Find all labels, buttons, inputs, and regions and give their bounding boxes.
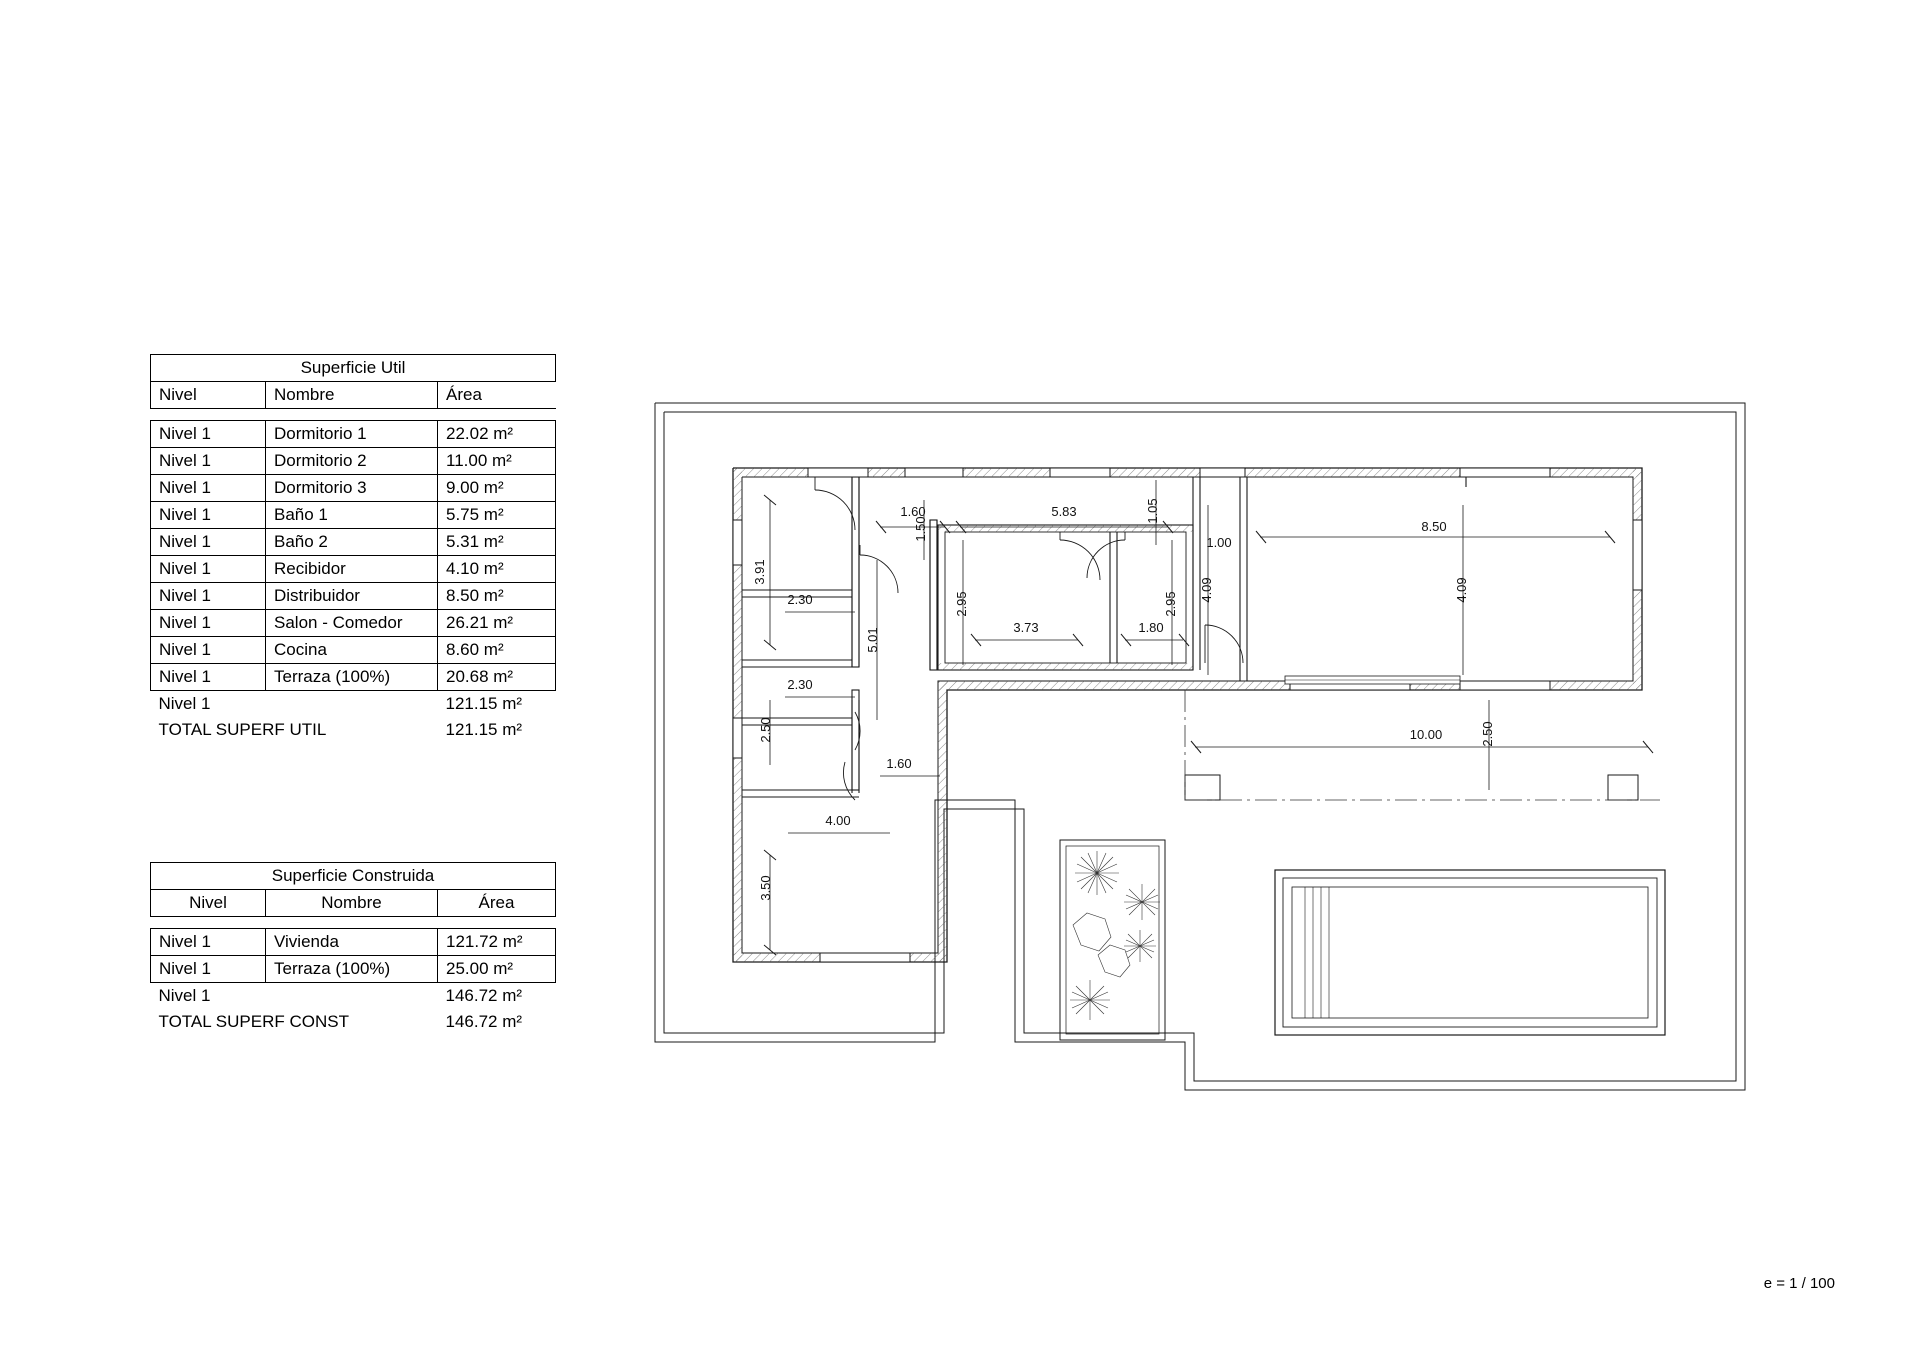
subtotal-blank <box>266 983 438 1010</box>
dimension-label: 1.60 <box>886 756 912 771</box>
cell-area: 5.31 m² <box>438 529 556 556</box>
superficie-construida-table-block <box>150 862 556 1035</box>
house-outer-wall <box>733 468 1642 962</box>
total-row <box>151 717 556 743</box>
table-row <box>151 421 556 448</box>
dimension-label: 2.95 <box>954 591 969 617</box>
windows <box>733 468 1642 962</box>
dimension-label: 1.50 <box>913 516 928 542</box>
axis-lines <box>1185 690 1660 800</box>
total-row <box>151 1009 556 1035</box>
cell-nombre: Dormitorio 2 <box>266 448 438 475</box>
cell-area: 26.21 m² <box>438 610 556 637</box>
dimension-label: 1.00 <box>1206 535 1232 550</box>
dimension-label: 1.60 <box>900 504 926 519</box>
dimension-label: 4.00 <box>825 813 851 828</box>
dimension-label: 1.80 <box>1138 620 1164 635</box>
table-row <box>151 583 556 610</box>
dimension-label: 3.50 <box>758 875 773 901</box>
table-row <box>151 956 556 983</box>
header-nombre: Nombre <box>266 382 438 409</box>
cell-nombre: Vivienda <box>266 929 438 956</box>
cell-nivel: Nivel 1 <box>151 929 266 956</box>
cell-area: 5.75 m² <box>438 502 556 529</box>
cell-nivel: Nivel 1 <box>151 529 266 556</box>
dimension-label: 1.05 <box>1145 498 1160 524</box>
dimension-label: 3.91 <box>752 559 767 585</box>
plant-icon <box>1070 851 1160 1020</box>
subtotal-value: 146.72 m² <box>438 983 556 1010</box>
dimension-labels <box>752 498 1495 900</box>
table-row <box>151 556 556 583</box>
dimension-label: 2.95 <box>1163 591 1178 617</box>
cell-nivel: Nivel 1 <box>151 610 266 637</box>
subtotal-label: Nivel 1 <box>151 983 266 1010</box>
cell-nivel: Nivel 1 <box>151 475 266 502</box>
table-row <box>151 637 556 664</box>
total-value: 121.15 m² <box>438 717 556 743</box>
swimming-pool <box>1275 870 1665 1035</box>
cell-nivel: Nivel 1 <box>151 583 266 610</box>
superficie-util-table-block <box>150 354 556 743</box>
cell-area: 20.68 m² <box>438 664 556 691</box>
cell-nivel: Nivel 1 <box>151 502 266 529</box>
table-title: Superficie Util <box>151 355 556 382</box>
interior-walls <box>742 477 1466 797</box>
plot-boundary <box>655 403 1745 1090</box>
cell-area: 11.00 m² <box>438 448 556 475</box>
table-title-row <box>151 863 556 890</box>
house-inner-wall <box>742 477 1633 953</box>
table-header-row <box>151 890 556 917</box>
dimension-label: 2.30 <box>787 592 813 607</box>
dimension-label: 2.50 <box>758 717 773 743</box>
header-nombre: Nombre <box>266 890 438 917</box>
table-title: Superficie Construida <box>151 863 556 890</box>
dimension-label: 4.09 <box>1199 577 1214 603</box>
superficie-util-table <box>150 354 556 743</box>
cell-nivel: Nivel 1 <box>151 637 266 664</box>
total-value: 146.72 m² <box>438 1009 556 1035</box>
cell-nombre: Distribuidor <box>266 583 438 610</box>
cell-nombre: Terraza (100%) <box>266 664 438 691</box>
table-row <box>151 448 556 475</box>
cell-area: 22.02 m² <box>438 421 556 448</box>
table-spacer <box>151 917 556 929</box>
total-label: TOTAL SUPERF CONST <box>151 1009 438 1035</box>
table-title-row <box>151 355 556 382</box>
dimension-label: 4.09 <box>1454 577 1469 603</box>
wall-hatching <box>733 468 1642 962</box>
planter-bed <box>1060 840 1165 1040</box>
cell-area: 9.00 m² <box>438 475 556 502</box>
cell-nombre: Recibidor <box>266 556 438 583</box>
table-row <box>151 610 556 637</box>
header-area: Área <box>438 382 556 409</box>
cell-nombre: Terraza (100%) <box>266 956 438 983</box>
cell-area: 8.50 m² <box>438 583 556 610</box>
cell-area: 25.00 m² <box>438 956 556 983</box>
dimension-label: 8.50 <box>1421 519 1447 534</box>
cell-nombre: Dormitorio 1 <box>266 421 438 448</box>
table-row <box>151 664 556 691</box>
subtotal-label: Nivel 1 <box>151 691 266 718</box>
subtotal-row <box>151 983 556 1010</box>
dimension-label: 2.50 <box>1480 721 1495 747</box>
cell-nombre: Salon - Comedor <box>266 610 438 637</box>
header-area: Área <box>438 890 556 917</box>
subtotal-blank <box>266 691 438 718</box>
dimension-label: 5.01 <box>865 627 880 653</box>
cell-nivel: Nivel 1 <box>151 448 266 475</box>
header-nivel: Nivel <box>151 890 266 917</box>
header-nivel: Nivel <box>151 382 266 409</box>
table-spacer <box>151 409 556 421</box>
door-swings <box>815 477 1243 800</box>
table-row <box>151 502 556 529</box>
cell-nivel: Nivel 1 <box>151 956 266 983</box>
cell-nivel: Nivel 1 <box>151 664 266 691</box>
cell-nivel: Nivel 1 <box>151 556 266 583</box>
table-header-row <box>151 382 556 409</box>
dimension-lines <box>764 480 1653 955</box>
cell-nivel: Nivel 1 <box>151 421 266 448</box>
dimension-label: 10.00 <box>1409 727 1443 742</box>
scale-note: e = 1 / 100 <box>1763 1275 1835 1292</box>
table-row <box>151 475 556 502</box>
total-label: TOTAL SUPERF UTIL <box>151 717 438 743</box>
cell-nombre: Cocina <box>266 637 438 664</box>
table-row <box>151 529 556 556</box>
dimension-label: 3.73 <box>1013 620 1039 635</box>
cell-area: 121.72 m² <box>438 929 556 956</box>
cell-area: 4.10 m² <box>438 556 556 583</box>
dimension-label: 2.30 <box>787 677 813 692</box>
subtotal-value: 121.15 m² <box>438 691 556 718</box>
superficie-construida-table <box>150 862 556 1035</box>
terrace-outline <box>1185 775 1638 800</box>
dimension-label: 5.83 <box>1051 504 1077 519</box>
table-row <box>151 929 556 956</box>
cell-nombre: Baño 1 <box>266 502 438 529</box>
cell-nombre: Dormitorio 3 <box>266 475 438 502</box>
cell-nombre: Baño 2 <box>266 529 438 556</box>
cell-area: 8.60 m² <box>438 637 556 664</box>
subtotal-row <box>151 691 556 718</box>
